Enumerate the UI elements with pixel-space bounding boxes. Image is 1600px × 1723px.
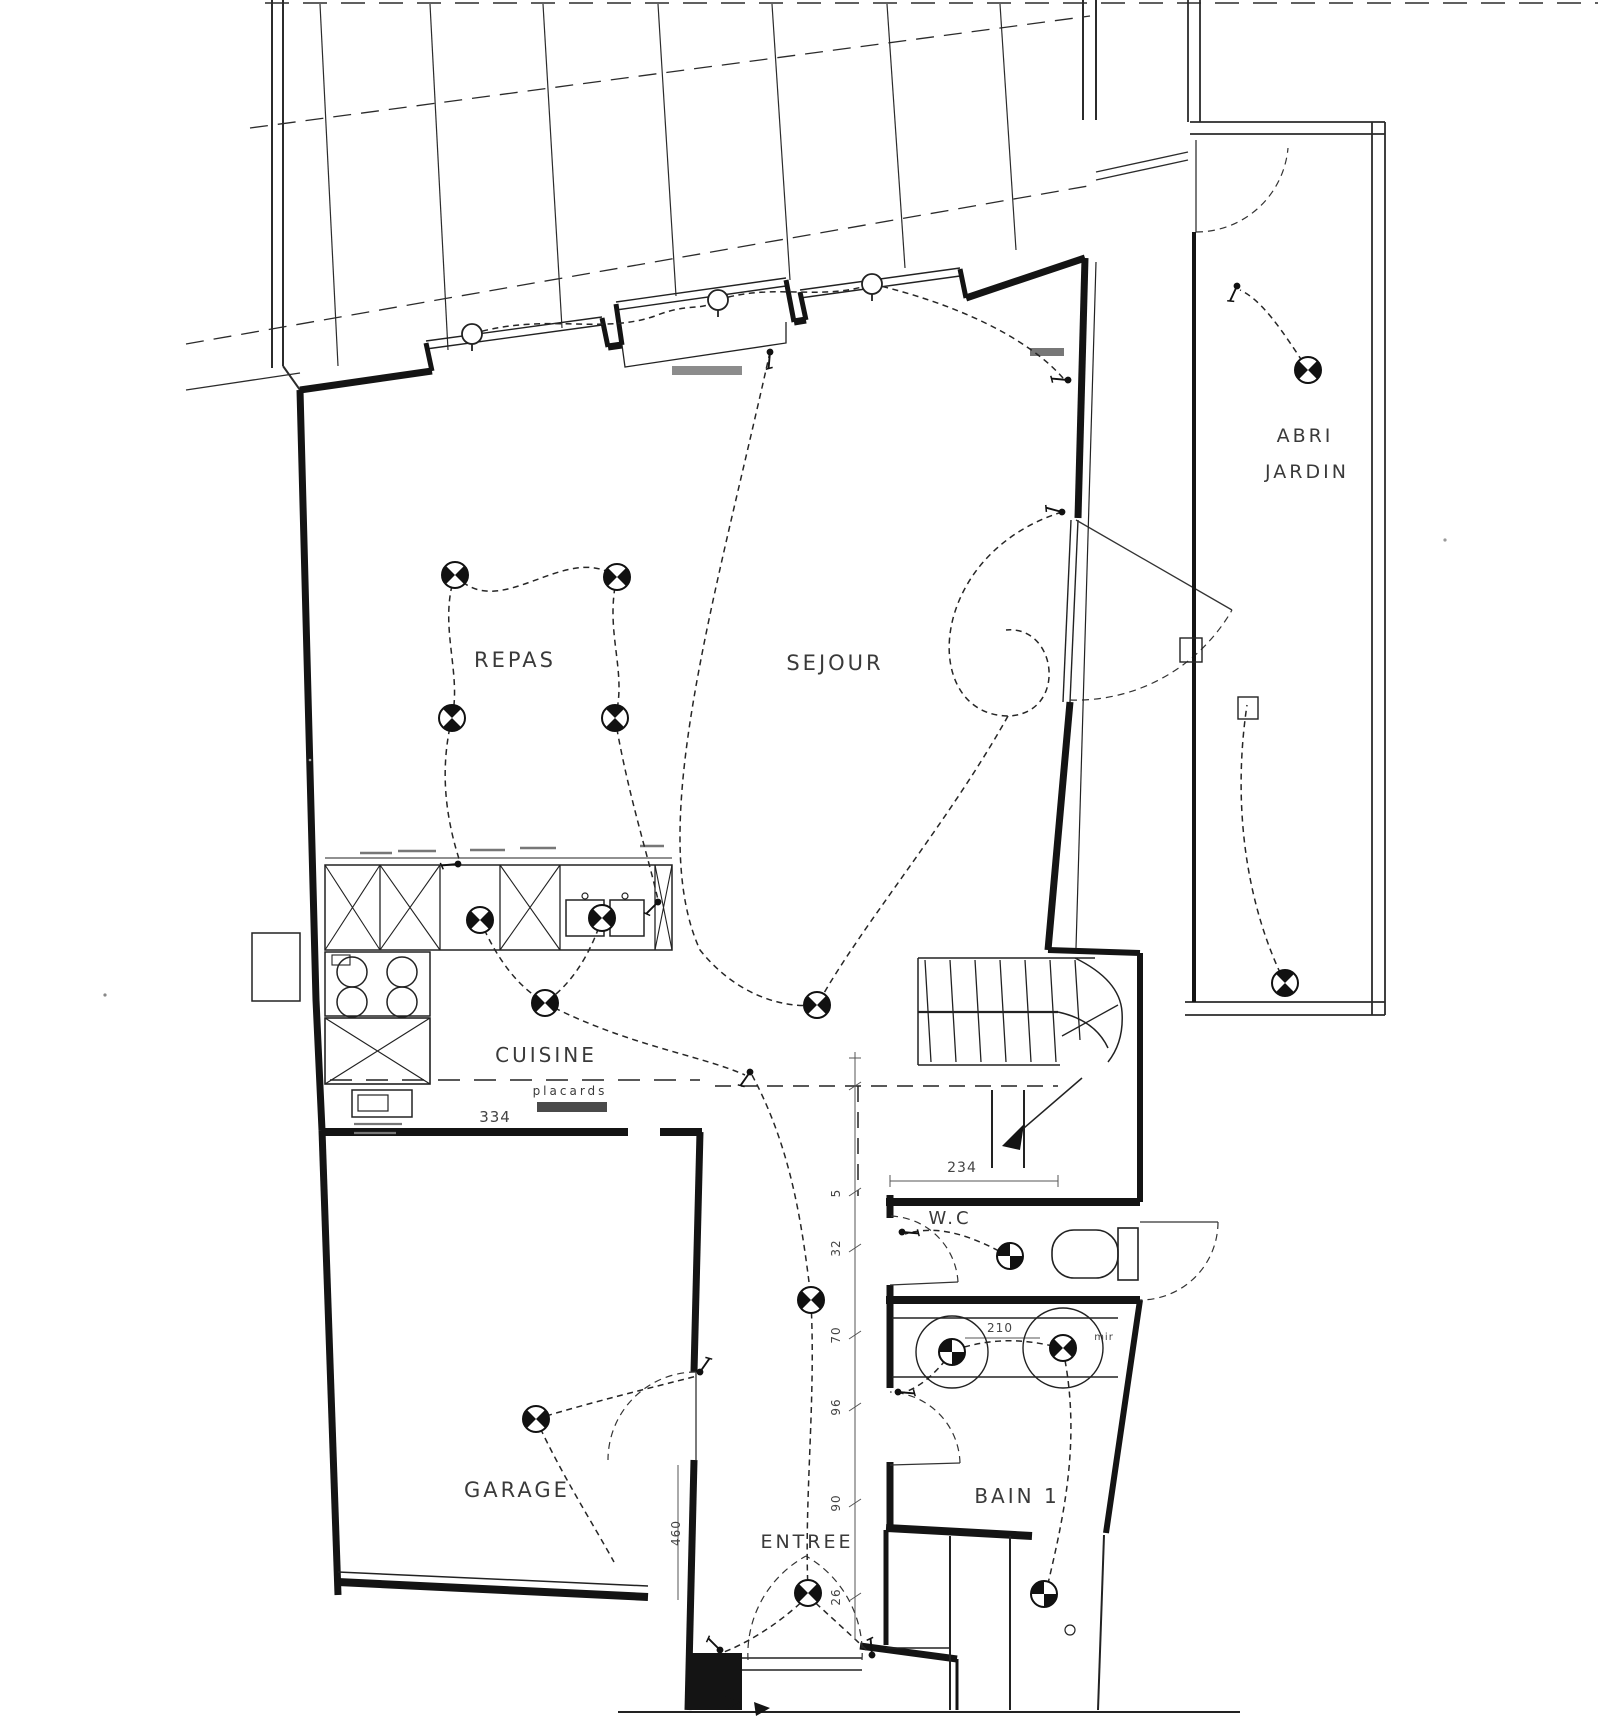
basin-light-icon: [934, 1334, 971, 1371]
room-label-placards: placards: [532, 1084, 608, 1098]
room-label-bain-1: BAIN 1: [974, 1484, 1060, 1508]
ceiling-light-icon: [532, 990, 558, 1016]
terrace-hatch: [186, 0, 1598, 390]
wall-light-icon: [862, 274, 882, 301]
toilet-cistern: [1118, 1228, 1138, 1280]
annotation-dim-32: 32: [829, 1239, 843, 1257]
room-label-sejour: SEJOUR: [786, 651, 884, 675]
room-label-abri: ABRI: [1276, 425, 1334, 447]
illegible-counter-notes: [360, 846, 664, 853]
annotation-note-mir: mir: [1094, 1332, 1114, 1343]
wall-annotation-mark: [1030, 348, 1064, 356]
room-label-entree: ENTREE: [760, 1531, 854, 1553]
wall-light-icon: [708, 290, 728, 317]
flue-recess: [252, 933, 300, 1001]
ceiling-light-icon: [798, 1287, 824, 1313]
wall-light-icon: [462, 324, 482, 351]
ceiling-light-icon: [1295, 357, 1321, 383]
room-label-jardin: JARDIN: [1265, 461, 1349, 483]
annotation-dim-26: 26: [829, 1588, 843, 1606]
wc-door-leaf: [890, 1282, 958, 1285]
switch-icon: [897, 1222, 921, 1244]
windows: [426, 268, 1232, 702]
annotation-dim-90: 90: [829, 1494, 843, 1512]
annotation-dim-210: 210: [987, 1321, 1013, 1335]
switch-icon: [893, 1382, 917, 1404]
dimension-lines: [678, 1052, 1058, 1640]
garage-door-arc: [608, 1372, 696, 1460]
entry-door-threshold: [742, 1658, 862, 1670]
ceiling-light-icon: [804, 992, 830, 1018]
basin-light-icon: [1050, 1335, 1076, 1361]
ceiling-light-icon: [992, 1238, 1029, 1275]
room-label-garage: GARAGE: [464, 1478, 570, 1502]
annotation-dim-5: 5: [829, 1188, 843, 1198]
room-label-wc: W.C: [928, 1208, 972, 1229]
bath-door-leaf: [890, 1463, 960, 1465]
room-label-cuisine: CUISINE: [495, 1043, 597, 1067]
kitchen-counter: [325, 865, 672, 950]
ceiling-light-icon: [467, 907, 493, 933]
ceiling-light-icon: [589, 905, 615, 931]
ceiling-light-icon: [439, 705, 465, 731]
bath-door-arc: [890, 1392, 960, 1463]
side-door-arc: [1140, 1222, 1218, 1300]
abri-door-arc: [1196, 148, 1288, 232]
annotation-dim-96: 96: [829, 1398, 843, 1416]
light-symbols: [439, 274, 1321, 1612]
switch-icon: [1043, 498, 1067, 521]
ceiling-light-icon: [602, 705, 628, 731]
sanitary-fixtures: [886, 1228, 1138, 1648]
ceiling-light-icon: [604, 564, 630, 590]
switch-icon: [1048, 369, 1072, 391]
entry-door-arc: [806, 1556, 862, 1660]
ceiling-light-icon: [523, 1406, 549, 1432]
switch-icon: [759, 347, 781, 371]
entry-door-arc: [748, 1556, 806, 1660]
placards-block: [537, 1102, 607, 1112]
stair-arrow-head: [1002, 1124, 1024, 1150]
ceiling-light-icon: [1026, 1576, 1063, 1613]
toilet-bowl: [1052, 1230, 1118, 1278]
switch-symbols: [439, 281, 1246, 1659]
electrical-panel: [352, 1090, 412, 1117]
annotation-dim-460: 460: [669, 1520, 683, 1546]
doors: [608, 140, 1288, 1716]
ceiling-light-icon: [442, 562, 468, 588]
room-label-repas: REPAS: [474, 648, 556, 672]
switch-icon: [1222, 281, 1246, 304]
electrical-wires: [445, 284, 1308, 1654]
stairs: [715, 958, 1122, 1196]
window-annotation-mark: [672, 366, 742, 375]
exterior-walls: [300, 258, 1240, 1712]
annotation-dim-334: 334: [479, 1108, 511, 1126]
annotation-dim-234: 234: [947, 1160, 977, 1176]
ceiling-light-icon: [1272, 970, 1298, 996]
ceiling-light-icon: [795, 1580, 821, 1606]
annotation-dim-70: 70: [829, 1326, 843, 1344]
abri-jardin-walls: [1076, 0, 1385, 1015]
